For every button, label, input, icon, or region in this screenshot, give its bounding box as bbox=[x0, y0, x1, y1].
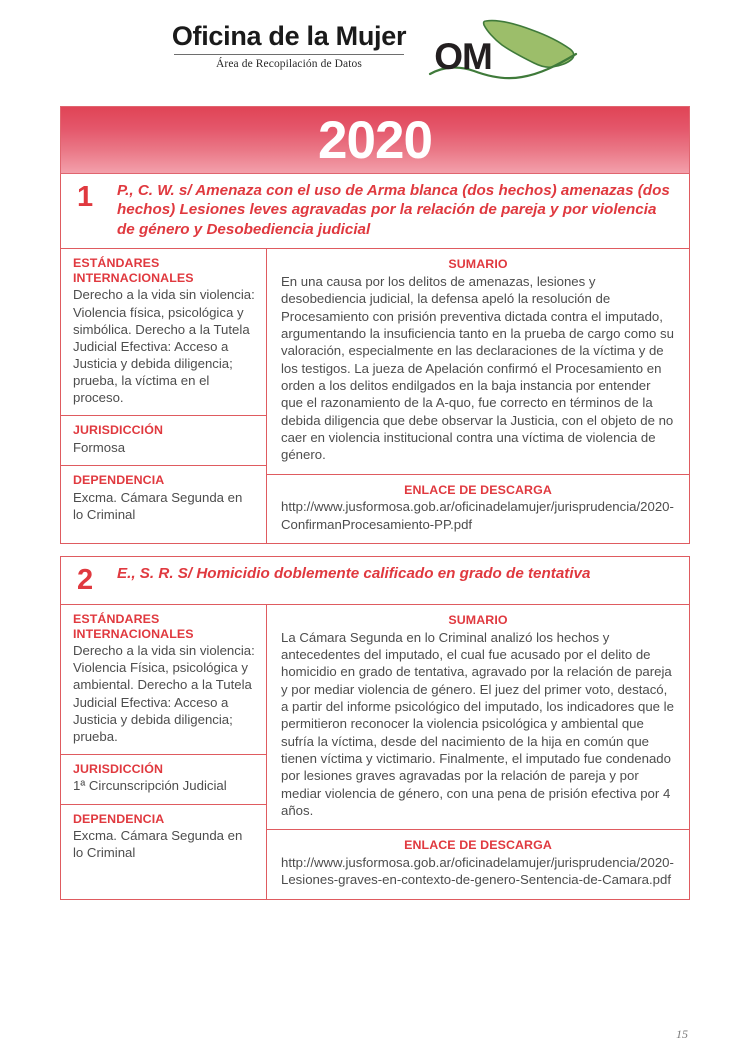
estandares-text: Derecho a la vida sin violencia: Violencia física, psicológica y simbólica. Derecho a la Tutela Judicial Efectiva: Acceso a Justicia y debida diligencia; prueba, la víctima en el proceso. bbox=[73, 287, 255, 406]
jurisprudence-entry-2 bbox=[60, 556, 690, 900]
entry-right-column bbox=[267, 605, 689, 899]
download-link[interactable]: http://www.jusformosa.gob.ar/oficinadelamujer/jurisprudencia/2020-Lesiones-graves-en-contexto-de-genero-Sentencia-de-Camara.pdf bbox=[281, 854, 674, 888]
dependencia-text: Excma. Cámara Segunda en lo Criminal bbox=[73, 489, 243, 522]
download-link[interactable]: http://www.jusformosa.gob.ar/oficinadelamujer/jurisprudencia/2020-ConfirmanProcesamiento-PP.pdf bbox=[281, 499, 674, 532]
entry-spacer bbox=[0, 544, 750, 556]
entry-header bbox=[61, 174, 689, 248]
estandares-block bbox=[61, 249, 266, 415]
entry-body bbox=[61, 248, 689, 543]
sumario-heading: SUMARIO bbox=[448, 613, 508, 628]
entry-header bbox=[61, 557, 689, 604]
estandares-heading bbox=[73, 256, 256, 285]
entry-left-column bbox=[61, 249, 267, 543]
title-divider bbox=[174, 54, 404, 55]
enlace-block bbox=[267, 474, 689, 543]
estandares-heading bbox=[73, 612, 256, 641]
year-banner bbox=[60, 106, 690, 174]
jurisdiccion-text: 1ª Circunscripción Judicial bbox=[73, 778, 227, 794]
page-title: Oficina de la Mujer bbox=[171, 21, 407, 51]
sumario-text: La Cámara Segunda en lo Criminal analizó los hechos y antecedentes del imputado, el cual fue acusado por el delito de homicidio en grado de tentativa, agravado por la relación de pareja y por mediar violencia de género. El juez del primer voto, destacó, a partir del informe psicológico del imputado, los indicadores que le permitieron reconocer la violencia psicológica y ambiental que sufría la víctima, desde del nacimiento de la hija en común que tienen víctima y victimario. Finalmente, el imputado fue condenado por lesiones graves agravadas por la relación de pareja y por mediar violencia de género, con una pena de prisión efectiva por 4 años. bbox=[281, 629, 674, 819]
jurisdiccion-block bbox=[61, 754, 266, 804]
jurisdiccion-heading: JURISDICCIÓN bbox=[73, 423, 164, 438]
dependencia-heading: DEPENDENCIA bbox=[73, 811, 165, 826]
sumario-block bbox=[267, 605, 689, 829]
om-logo bbox=[428, 16, 578, 90]
jurisdiccion-text: Formosa bbox=[73, 439, 126, 455]
enlace-heading: ENLACE DE DESCARGA bbox=[404, 482, 552, 497]
entry-right-column bbox=[267, 249, 689, 543]
entry-left-column bbox=[61, 605, 267, 899]
estandares-heading-line1: ESTÁNDARES bbox=[73, 256, 160, 271]
estandares-heading-line2: INTERNACIONALES bbox=[73, 626, 194, 641]
jurisprudence-entry-1 bbox=[60, 174, 690, 544]
estandares-heading-line1: ESTÁNDARES bbox=[73, 612, 160, 627]
page-subtitle: Área de Recopilación de Datos bbox=[216, 58, 362, 71]
masthead-title-block bbox=[172, 16, 406, 70]
sumario-block bbox=[267, 249, 689, 473]
jurisdiccion-heading: JURISDICCIÓN bbox=[73, 761, 164, 776]
dependencia-heading: DEPENDENCIA bbox=[73, 473, 165, 488]
estandares-heading-line2: INTERNACIONALES bbox=[73, 270, 194, 285]
estandares-text: Derecho a la vida sin violencia: Violencia Física, psicológica y ambiental. Derecho a la Tutela Judicial Efectiva: Acceso a Justicia y debida diligencia; prueba. bbox=[73, 643, 255, 744]
entry-title: P., C. W. s/ Amenaza con el uso de Arma blanca (dos hechos) amenazas (dos hechos) Lesiones leves agravadas por la relación de pareja y por violencia de género y Desobediencia judicial bbox=[117, 182, 670, 238]
masthead bbox=[0, 0, 750, 92]
enlace-heading: ENLACE DE DESCARGA bbox=[404, 838, 552, 853]
logo-text: OM bbox=[434, 36, 492, 77]
dependencia-text: Excma. Cámara Segunda en lo Criminal bbox=[73, 828, 243, 861]
dependencia-block bbox=[61, 465, 266, 532]
sumario-heading: SUMARIO bbox=[448, 257, 508, 272]
year-label: 2020 bbox=[318, 110, 432, 170]
entry-number: 2 bbox=[77, 564, 94, 597]
dependencia-block bbox=[61, 804, 266, 871]
estandares-block bbox=[61, 605, 266, 754]
entry-number: 1 bbox=[77, 181, 94, 213]
sumario-text: En una causa por los delitos de amenazas, lesiones y desobediencia judicial, la defensa apeló la resolución de Procesamiento con prisión preventiva dictada contra el imputado, argumentando la insuficiencia tanto en la prueba de cargo como su valoración, especialmente en las declaraciones de la víctima y de los testigos. La jueza de Apelación confirmó el Procesamiento en orden a los delitos endilgados en la baja instancia por entender que el razonamiento de la A-quo, fue correcto en términos de la debida diligencia que debe observar la Justicia, con el objeto de no caer en violencia institucional contra una víctima de violencia de género. bbox=[281, 273, 674, 463]
page-number: 15 bbox=[676, 1027, 688, 1041]
entry-title: E., S. R. S/ Homicidio doblemente calificado en grado de tentativa bbox=[117, 565, 591, 583]
entry-body bbox=[61, 604, 689, 899]
jurisdiccion-block bbox=[61, 415, 266, 465]
enlace-block bbox=[267, 829, 689, 898]
